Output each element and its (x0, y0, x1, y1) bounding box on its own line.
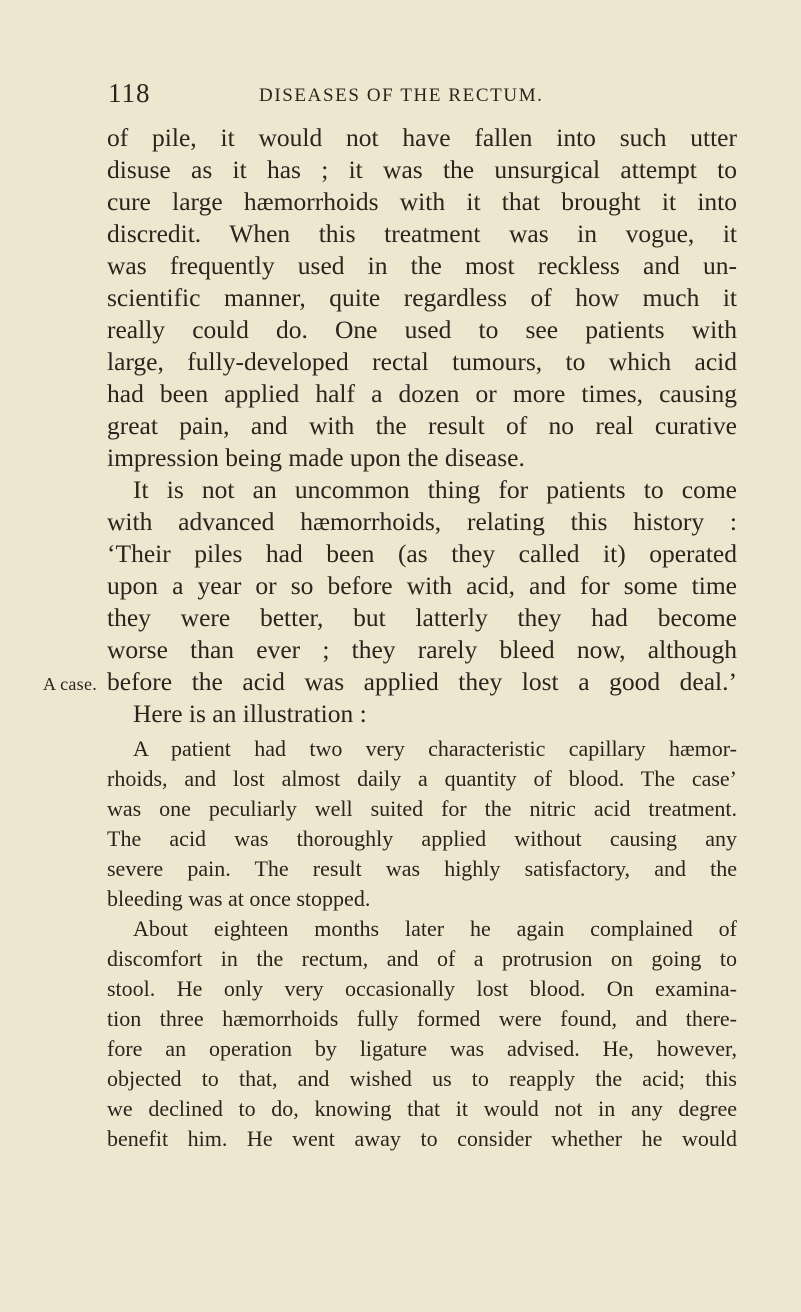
text-line: fore an operation by ligature was advised. He, however, (107, 1036, 737, 1061)
text-line: discomfort in the rectum, and of a protrusion on going to (107, 946, 737, 971)
text-line: was frequently used in the most reckless and un- (107, 251, 737, 280)
text-line: rhoids, and lost almost daily a quantity of blood. The case’ (107, 766, 737, 791)
text-line: bleeding was at once stopped. (107, 886, 371, 911)
text-line: A patient had two very characteristic capillary hæmor- (133, 736, 737, 761)
text-line: was one peculiarly well suited for the nitric acid treatment. (107, 796, 737, 821)
text-line: disuse as it has ; it was the unsurgical attempt to (107, 155, 737, 184)
margin-note: A case. (43, 674, 98, 694)
text-line: had been applied half a dozen or more times, causing (107, 379, 737, 408)
text-line: tion three hæmorrhoids fully formed were found, and there- (107, 1006, 737, 1031)
page-number: 118 (108, 78, 151, 108)
text-line: severe pain. The result was highly satisfactory, and the (107, 856, 737, 881)
running-title: DISEASES OF THE RECTUM. (259, 85, 544, 106)
text-line: scientific manner, quite regardless of how much it (107, 283, 737, 312)
text-line: they were better, but latterly they had become (107, 603, 737, 632)
text-line: before the acid was applied they lost a good deal.’ (107, 667, 737, 696)
text-line: cure large hæmorrhoids with it that brought it into (107, 187, 737, 216)
text-line: of pile, it would not have fallen into such utter (107, 123, 737, 152)
text-line: discredit. When this treatment was in vogue, it (107, 219, 737, 248)
text-line: ‘Their piles had been (as they called it) operated (107, 539, 737, 568)
text-line: benefit him. He went away to consider whether he would (107, 1126, 737, 1151)
text-line: stool. He only very occasionally lost blood. On examina- (107, 976, 737, 1001)
text-line: Here is an illustration : (133, 699, 367, 728)
text-line: About eighteen months later he again complained of (133, 916, 737, 941)
text-line: The acid was thoroughly applied without causing any (107, 826, 737, 851)
text-line: impression being made upon the disease. (107, 443, 525, 472)
text-line: large, fully-developed rectal tumours, to which acid (107, 347, 737, 376)
text-line: It is not an uncommon thing for patients to come (133, 475, 737, 504)
text-line: worse than ever ; they rarely bleed now, although (107, 635, 737, 664)
text-line: objected to that, and wished us to reapply the acid; this (107, 1066, 737, 1091)
text-line: really could do. One used to see patients with (107, 315, 737, 344)
text-line: with advanced hæmorrhoids, relating this history : (107, 507, 737, 536)
text-line: upon a year or so before with acid, and for some time (107, 571, 737, 600)
text-line: great pain, and with the result of no real curative (107, 411, 737, 440)
text-line: we declined to do, knowing that it would not in any degree (107, 1096, 737, 1121)
